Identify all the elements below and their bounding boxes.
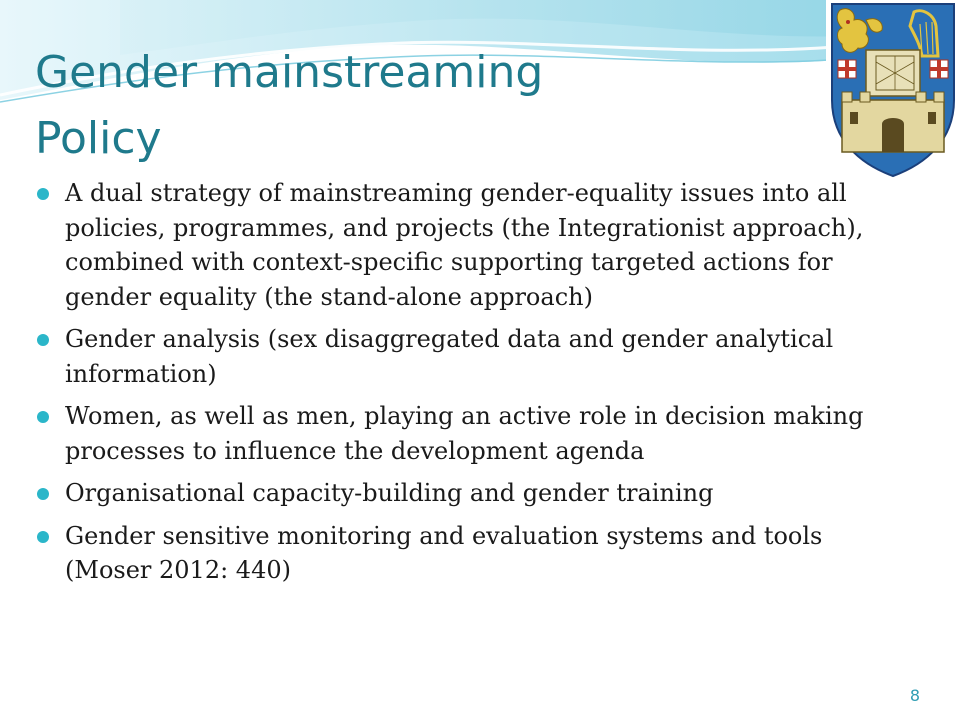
title-line-1: Gender mainstreaming: [35, 47, 544, 98]
bullet-text: Organisational capacity-building and gender training: [65, 479, 714, 507]
bullet-text: A dual strategy of mainstreaming gender-equality issues into all policies, programmes, and projects (the Integrationist approach), combined with context-specific supporting targeted actions for gender equality (the stand-alone approach): [65, 179, 864, 311]
bullet-icon: [37, 411, 49, 423]
bullet-item: [37, 322, 867, 391]
bullet-icon: [37, 531, 49, 543]
bullet-icon: [37, 334, 49, 346]
bullet-text: Gender analysis (sex disaggregated data and gender analytical information): [65, 325, 834, 388]
bullet-icon: [37, 488, 49, 500]
coat-of-arms-icon: [826, 0, 960, 180]
bullet-item: [37, 399, 867, 468]
bullet-list: [37, 176, 867, 596]
bullet-item: [37, 519, 867, 588]
bullet-item: [37, 476, 867, 511]
bullet-text: Gender sensitive monitoring and evaluation systems and tools (Moser 2012: 440): [65, 521, 823, 584]
bullet-text: Women, as well as men, playing an active role in decision making processes to influence the development agenda: [65, 402, 864, 465]
bullet-item: [37, 176, 867, 314]
title-line-2: Policy: [35, 113, 162, 164]
slide-title: [35, 40, 795, 172]
bullet-icon: [37, 188, 49, 200]
page-number: 8: [909, 686, 920, 705]
